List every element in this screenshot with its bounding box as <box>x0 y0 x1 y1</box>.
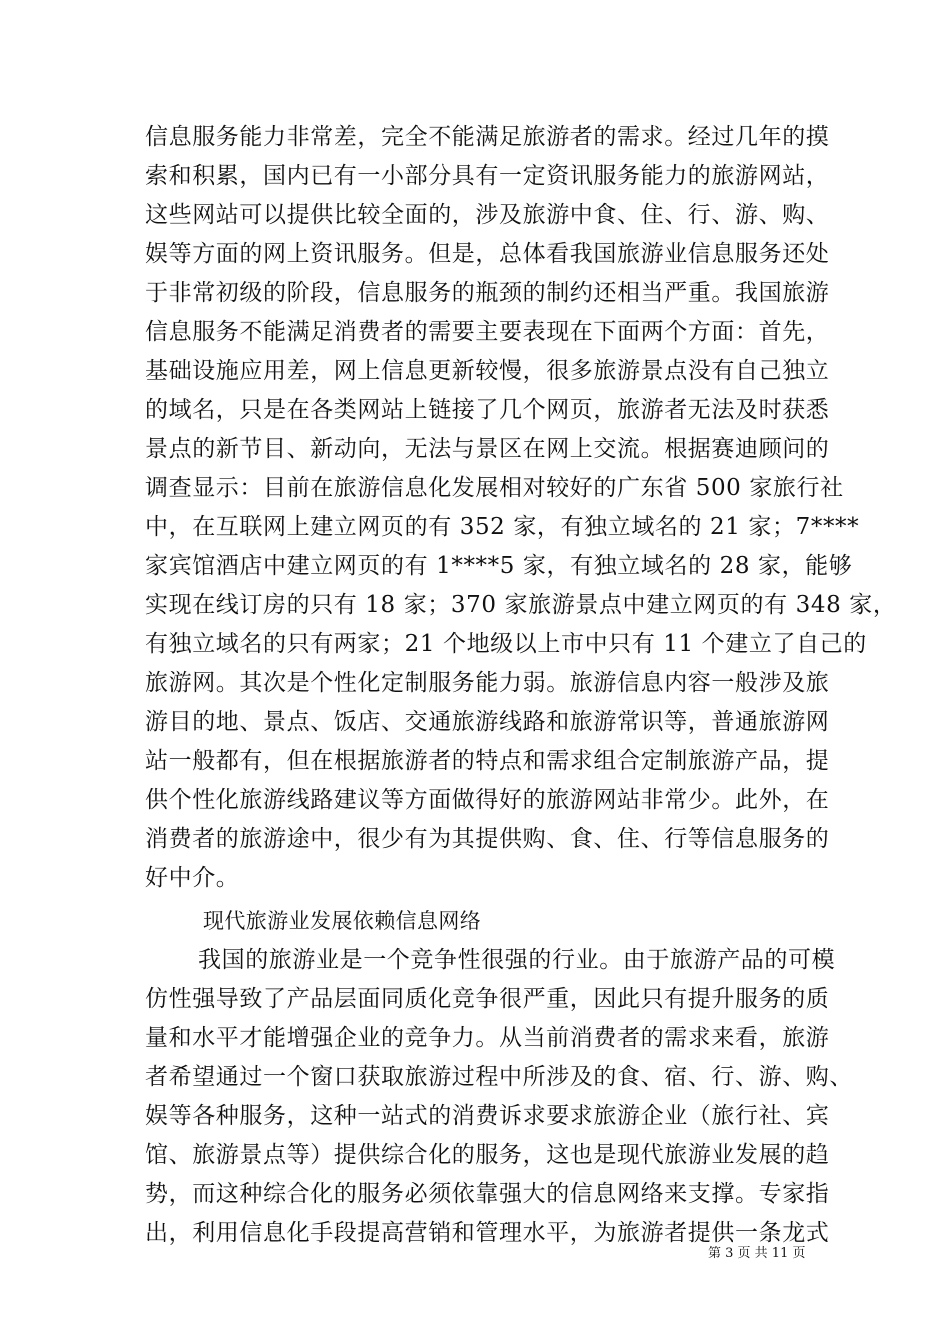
paragraph-line: 消费者的旅游途中，很少有为其提供购、食、住、行等信息服务的 <box>145 826 830 852</box>
paragraph-line: 信息服务能力非常差，完全不能满足旅游者的需求。经过几年的摸 <box>145 124 830 150</box>
paragraph-line: 于非常初级的阶段，信息服务的瓶颈的制约还相当严重。我国旅游 <box>145 280 830 306</box>
paragraph-line: 基础设施应用差，网上信息更新较慢，很多旅游景点没有自己独立 <box>145 358 830 384</box>
section-heading: 现代旅游业发展依赖信息网络 <box>203 909 482 933</box>
paragraph-line: 好中介。 <box>145 865 240 891</box>
paragraph-line: 景点的新节目、新动向，无法与景区在网上交流。根据赛迪顾问的 <box>145 436 830 462</box>
paragraph-line: 娱等方面的网上资讯服务。但是，总体看我国旅游业信息服务还处 <box>145 241 830 267</box>
paragraph-line: 的域名，只是在各类网站上链接了几个网页，旅游者无法及时获悉 <box>145 397 830 423</box>
paragraph-line: 馆、旅游景点等）提供综合化的服务，这也是现代旅游业发展的趋 <box>145 1142 830 1168</box>
paragraph-line: 娱等各种服务，这种一站式的消费诉求要求旅游企业（旅行社、宾 <box>145 1103 830 1129</box>
paragraph-line: 中，在互联网上建立网页的有 352 家，有独立域名的 21 家；7**** <box>145 514 860 540</box>
paragraph-line: 者希望通过一个窗口获取旅游过程中所涉及的食、宿、行、游、购、 <box>145 1064 853 1090</box>
paragraph-line: 信息服务不能满足消费者的需要主要表现在下面两个方面：首先， <box>145 319 830 345</box>
paragraph-line: 站一般都有，但在根据旅游者的特点和需求组合定制旅游产品，提 <box>145 748 830 774</box>
paragraph-line: 量和水平才能增强企业的竞争力。从当前消费者的需求来看，旅游 <box>145 1025 830 1051</box>
paragraph-line: 索和积累，国内已有一小部分具有一定资讯服务能力的旅游网站， <box>145 163 830 189</box>
paragraph-line: 这些网站可以提供比较全面的，涉及旅游中食、住、行、游、购、 <box>145 202 830 228</box>
paragraph-line: 旅游网。其次是个性化定制服务能力弱。旅游信息内容一般涉及旅 <box>145 670 830 696</box>
paragraph-line: 我国的旅游业是一个竞争性很强的行业。由于旅游产品的可模 <box>198 947 836 973</box>
paragraph-line: 家宾馆酒店中建立网页的有 1****5 家，有独立域名的 28 家，能够 <box>145 553 853 579</box>
paragraph-line: 游目的地、景点、饭店、交通旅游线路和旅游常识等，普通旅游网 <box>145 709 830 735</box>
paragraph-line: 出，利用信息化手段提高营销和管理水平，为旅游者提供一条龙式 <box>145 1220 830 1246</box>
paragraph-line: 仿性强导致了产品层面同质化竞争很严重，因此只有提升服务的质 <box>145 986 830 1012</box>
paragraph-line: 调查显示：目前在旅游信息化发展相对较好的广东省 500 家旅行社 <box>145 475 844 501</box>
paragraph-line: 有独立域名的只有两家；21 个地级以上市中只有 11 个建立了自己的 <box>145 631 867 657</box>
paragraph-line: 势，而这种综合化的服务必须依靠强大的信息网络来支撑。专家指 <box>145 1181 830 1207</box>
page-number: 第 3 页 共 11 页 <box>708 1246 806 1261</box>
paragraph-line: 供个性化旅游线路建议等方面做得好的旅游网站非常少。此外，在 <box>145 787 830 813</box>
paragraph-line: 实现在线订房的只有 18 家；370 家旅游景点中建立网页的有 348 家， <box>145 592 897 618</box>
